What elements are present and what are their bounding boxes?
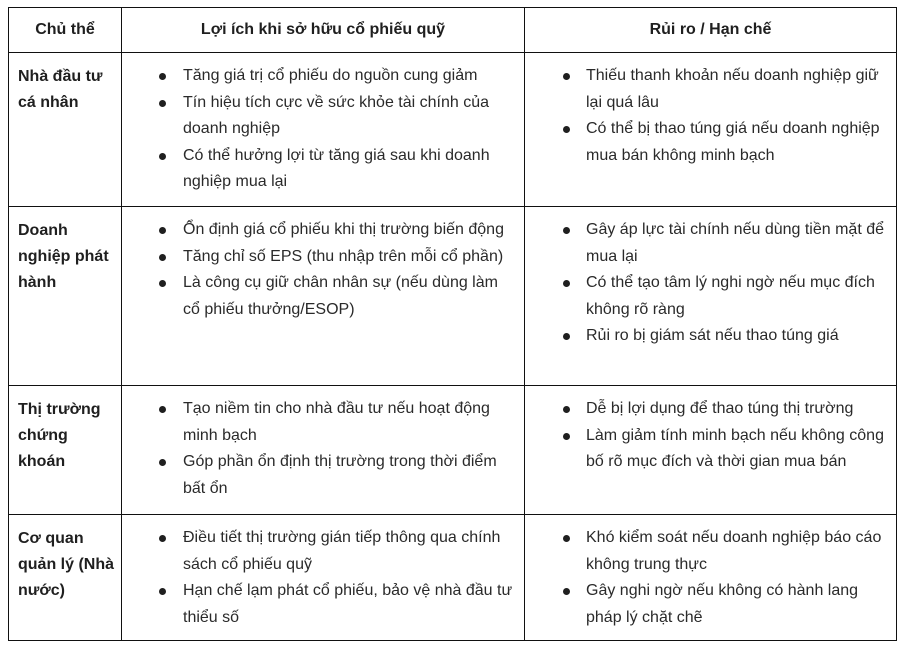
risks-list bbox=[525, 386, 896, 476]
bullet-icon bbox=[159, 153, 166, 160]
list-item: Ổn định giá cổ phiếu khi thị trường biến động bbox=[122, 217, 516, 244]
list-item: Tín hiệu tích cực về sức khỏe tài chính của doanh nghiệp bbox=[122, 90, 516, 143]
bullet-icon bbox=[563, 535, 570, 542]
list-item: Điều tiết thị trường gián tiếp thông qua chính sách cổ phiếu quỹ bbox=[122, 525, 516, 578]
list-item: Tăng chỉ số EPS (thu nhập trên mỗi cổ phần) bbox=[122, 244, 516, 271]
bullet-icon bbox=[563, 73, 570, 80]
table-row bbox=[9, 53, 897, 207]
subject-cell bbox=[9, 515, 122, 641]
list-item: Có thể bị thao túng giá nếu doanh nghiệp mua bán không minh bạch bbox=[525, 116, 888, 169]
table-row bbox=[9, 515, 897, 641]
header-benefits: Lợi ích khi sở hữu cổ phiếu quỹ bbox=[122, 8, 525, 53]
subject-label: Nhà đầu tư cá nhân bbox=[18, 68, 103, 111]
bullet-icon bbox=[159, 254, 166, 261]
table-row bbox=[9, 207, 897, 386]
risks-list bbox=[525, 53, 896, 169]
benefits-list bbox=[122, 53, 524, 196]
list-item: Góp phần ổn định thị trường trong thời điểm bất ổn bbox=[122, 449, 516, 502]
table-row bbox=[9, 386, 897, 515]
list-item: Là công cụ giữ chân nhân sự (nếu dùng làm cổ phiếu thưởng/ESOP) bbox=[122, 270, 516, 323]
subject-label: Cơ quan quản lý (Nhà nước) bbox=[18, 530, 115, 599]
subject-label: Doanh nghiệp phát hành bbox=[18, 222, 109, 291]
bullet-icon bbox=[159, 459, 166, 466]
header-subject: Chủ thể bbox=[9, 8, 122, 53]
list-item: Thiếu thanh khoản nếu doanh nghiệp giữ lại quá lâu bbox=[525, 63, 888, 116]
bullet-icon bbox=[563, 333, 570, 340]
bullet-icon bbox=[159, 535, 166, 542]
risks-list bbox=[525, 515, 896, 631]
benefits-list bbox=[122, 386, 524, 502]
bullet-icon bbox=[159, 588, 166, 595]
bullet-icon bbox=[159, 100, 166, 107]
benefits-cell bbox=[122, 53, 525, 207]
header-row bbox=[9, 8, 897, 53]
risks-list bbox=[525, 207, 896, 350]
bullet-icon bbox=[563, 126, 570, 133]
list-item: Khó kiểm soát nếu doanh nghiệp báo cáo không trung thực bbox=[525, 525, 888, 578]
bullet-icon bbox=[563, 433, 570, 440]
bullet-icon bbox=[563, 588, 570, 595]
list-item: Gây nghi ngờ nếu không có hành lang pháp lý chặt chẽ bbox=[525, 578, 888, 631]
list-item: Rủi ro bị giám sát nếu thao túng giá bbox=[525, 323, 888, 350]
list-item: Gây áp lực tài chính nếu dùng tiền mặt để mua lại bbox=[525, 217, 888, 270]
list-item: Có thể hưởng lợi từ tăng giá sau khi doanh nghiệp mua lại bbox=[122, 143, 516, 196]
risks-cell bbox=[525, 386, 897, 515]
header-risks: Rủi ro / Hạn chế bbox=[525, 8, 897, 53]
risks-cell bbox=[525, 53, 897, 207]
risks-cell bbox=[525, 515, 897, 641]
benefits-cell bbox=[122, 207, 525, 386]
subject-cell bbox=[9, 53, 122, 207]
benefits-list bbox=[122, 207, 524, 323]
list-item: Có thể tạo tâm lý nghi ngờ nếu mục đích không rõ ràng bbox=[525, 270, 888, 323]
subject-label: Thị trường chứng khoán bbox=[18, 401, 101, 470]
benefits-list bbox=[122, 515, 524, 631]
bullet-icon bbox=[563, 227, 570, 234]
subject-cell bbox=[9, 207, 122, 386]
risks-cell bbox=[525, 207, 897, 386]
benefits-cell bbox=[122, 515, 525, 641]
bullet-icon bbox=[563, 406, 570, 413]
list-item: Tạo niềm tin cho nhà đầu tư nếu hoạt động minh bạch bbox=[122, 396, 516, 449]
bullet-icon bbox=[563, 280, 570, 287]
bullet-icon bbox=[159, 227, 166, 234]
list-item: Làm giảm tính minh bạch nếu không công bố rõ mục đích và thời gian mua bán bbox=[525, 423, 888, 476]
bullet-icon bbox=[159, 406, 166, 413]
list-item: Hạn chế lạm phát cổ phiếu, bảo vệ nhà đầu tư thiểu số bbox=[122, 578, 516, 631]
list-item: Dễ bị lợi dụng để thao túng thị trường bbox=[525, 396, 888, 423]
bullet-icon bbox=[159, 73, 166, 80]
list-item: Tăng giá trị cổ phiếu do nguồn cung giảm bbox=[122, 63, 516, 90]
bullet-icon bbox=[159, 280, 166, 287]
subject-cell bbox=[9, 386, 122, 515]
benefits-cell bbox=[122, 386, 525, 515]
treasury-stock-comparison-table bbox=[8, 7, 897, 641]
